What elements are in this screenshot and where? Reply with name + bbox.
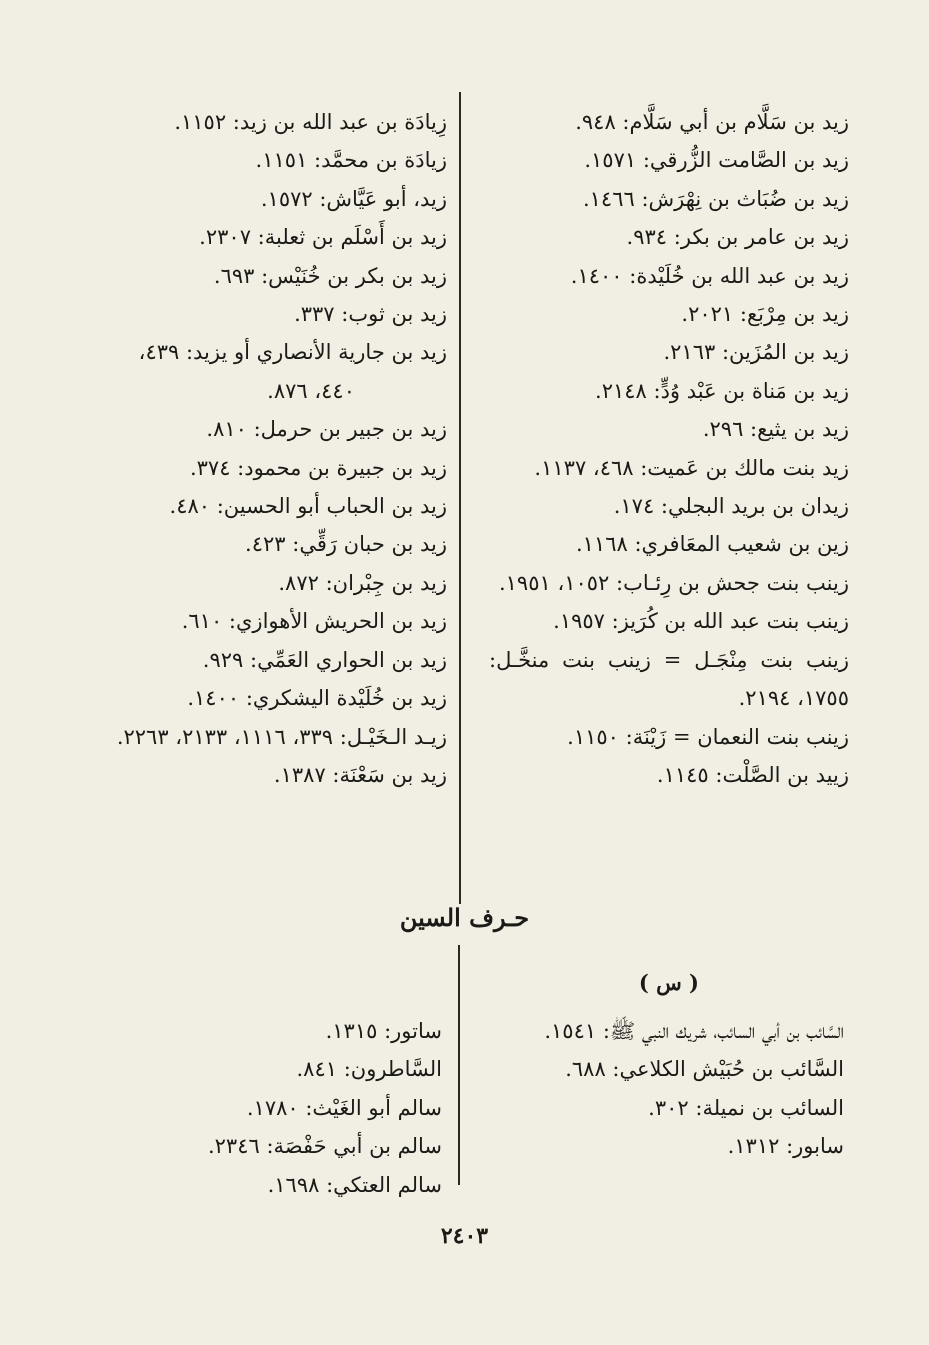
index-entry: زيد بن المُزَين: ٢١٦٣. — [663, 340, 849, 365]
index-column-left-bottom — [207, 1012, 442, 1204]
index-entry: زيد بن يثيع: ٢٩٦. — [702, 417, 849, 442]
index-column-right-bottom — [484, 1012, 844, 1166]
index-entry: زيد بن جبير بن حرمل: ٨١٠. — [206, 417, 447, 442]
index-entry-continuation: ٤٤٠، ٨٧٦. — [267, 378, 355, 403]
index-entry: زيد بن مِرْبَع: ٢٠٢١. — [681, 302, 849, 327]
index-entry: زيد بن خُلَيْدة اليشكري: ١٤٠٠. — [187, 686, 447, 711]
index-entry: زييد بن الصَّلْت: ١١٤٥. — [656, 762, 849, 787]
index-entry: زيد بن عبد الله بن خُلَيْدة: ١٤٠٠. — [570, 263, 849, 288]
index-entry: زيادَة بن محمَّد: ١١٥١. — [255, 148, 447, 173]
index-entry: زينب بنت مِنْجَـل = زينب بنت منخَّـل: ١٧٥٥، ٢١٩٤. — [489, 647, 849, 711]
index-entry: زيد بن جِبْران: ٨٧٢. — [278, 570, 447, 595]
index-entry: سابور: ١٣١٢. — [727, 1134, 844, 1159]
index-entry: السَّائب بن أبي السائب، شريك النبي ﷺ: ١٥٤١. — [544, 1019, 844, 1043]
index-entry: زينب بنت عبد الله بن كُرَيز: ١٩٥٧. — [553, 609, 849, 634]
index-entry: زيد بن عامر بن بكر: ٩٣٤. — [626, 225, 849, 250]
index-column-right-top — [52, 103, 447, 794]
index-entry: زِيادَة بن عبد الله بن زيد: ١١٥٢. — [174, 110, 447, 134]
index-entry: زينب بنت جحش بن رِئـاب: ١٠٥٢، ١٩٥١. — [498, 570, 849, 595]
index-entry: زيد بن جبيرة بن محمود: ٣٧٤. — [189, 455, 447, 480]
index-entry: زيد، أبو عَيَّاش: ١٥٧٢. — [260, 186, 447, 211]
index-entry: زيد بن جارية الأنصاري أو يزيد: ٤٣٩، — [138, 340, 447, 365]
index-entry: السائب بن نميلة: ٣٠٢. — [648, 1095, 844, 1120]
index-entry: زيد بن الحريش الأهوازي: ٦١٠. — [181, 609, 447, 634]
index-entry: سالم بن أبي حَفْصَة: ٢٣٤٦. — [207, 1134, 442, 1159]
index-entry: زيد بن حبان رَقِّي: ٤٢٣. — [245, 532, 447, 557]
index-entry: السَّائب بن حُبَيْش الكلاعي: ٦٨٨. — [565, 1057, 844, 1082]
index-entry: زيد بنت مالك بن عَميت: ٤٦٨، ١١٣٧. — [534, 455, 849, 480]
index-entry: زيد بن الحواري العَمِّي: ٩٢٩. — [202, 647, 447, 672]
index-entry: زيدان بن بريد البجلي: ١٧٤. — [613, 494, 849, 519]
index-entry: زين بن شعيب المعَافري: ١١٦٨. — [575, 532, 849, 557]
index-entry: زيد بن سَلَّام بن أبي سَلَّام: ٩٤٨. — [575, 110, 849, 134]
index-entry: زيد بن مَناة بن عَبْد وُدٍّ: ٢١٤٨. — [595, 378, 849, 403]
section-heading: حـرف السين — [399, 903, 530, 932]
index-entry: زيد بن الحباب أبو الحسين: ٤٨٠. — [169, 494, 447, 519]
index-entry: زيد بن ضُبَاث بن نِهْرَش: ١٤٦٦. — [582, 186, 849, 211]
index-entry: زيـد الـخَيْـل: ٣٣٩، ١١١٦، ٢١٣٣، ٢٢٦٣. — [116, 724, 447, 749]
index-entry: زينب بنت النعمان = زَيْنَة: ١١٥٠. — [567, 724, 849, 749]
index-column-left-top — [489, 103, 849, 794]
index-entry: زيد بن بكر بن خُنَيْس: ٦٩٣. — [213, 263, 447, 288]
index-entry: سالم العتكي: ١٦٩٨. — [267, 1172, 442, 1197]
subsection-label: ( س ) — [638, 970, 699, 995]
index-entry: سالم أبو الغَيْث: ١٧٨٠. — [246, 1095, 442, 1120]
page-number: ٢٤٠٣ — [440, 1223, 489, 1249]
column-divider-top — [459, 92, 461, 904]
index-entry: ساتور: ١٣١٥. — [325, 1019, 442, 1043]
index-entry: زيد بن ثوب: ٣٣٧. — [294, 302, 447, 327]
column-divider-bottom — [458, 945, 460, 1185]
index-entry: زيد بن الصَّامت الزُّرقي: ١٥٧١. — [584, 148, 849, 173]
index-entry: السَّاطرون: ٨٤١. — [296, 1057, 442, 1082]
index-entry: زيد بن سَعْنَة: ١٣٨٧. — [273, 762, 447, 787]
index-entry: زيد بن أَسْلَم بن ثعلبة: ٢٣٠٧. — [199, 225, 447, 250]
